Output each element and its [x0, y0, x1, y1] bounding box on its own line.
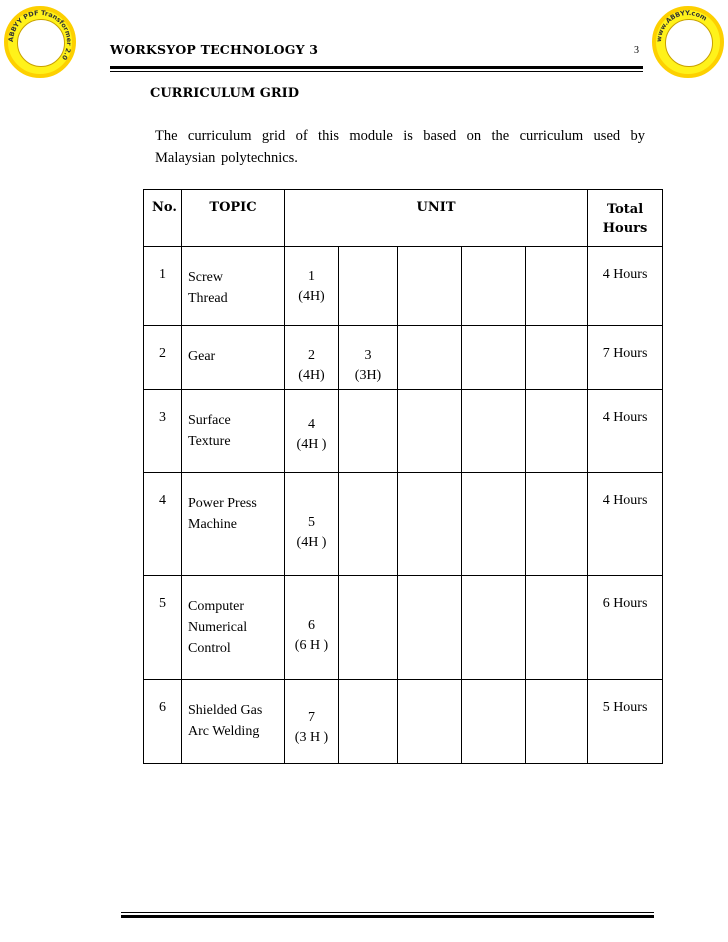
- topic-line: Numerical: [188, 620, 248, 635]
- unit-number: 4: [308, 417, 315, 432]
- unit-hours: (6 H ): [294, 638, 329, 653]
- cell-unit: [462, 326, 526, 390]
- cell-unit: [526, 680, 588, 764]
- unit-number: 1: [308, 269, 315, 284]
- unit-number: 2: [308, 348, 315, 363]
- topic-line: Power Press: [188, 496, 257, 511]
- watermark-text: www.ABBYY.com: [654, 8, 709, 43]
- cell-unit: [526, 473, 588, 576]
- table-row: [144, 473, 663, 576]
- svg-text:ABBYY PDF Transformer 2.0: [7, 9, 73, 62]
- header-total-hours: [588, 190, 663, 247]
- cell-unit: [339, 326, 398, 390]
- unit-hours: (4H): [298, 368, 325, 383]
- cell-total-hours: 4 Hours: [588, 473, 663, 576]
- cell-unit: [526, 326, 588, 390]
- table-row: [144, 576, 663, 680]
- topic-line: Thread: [188, 291, 228, 306]
- cell-no: 2: [144, 326, 182, 390]
- cell-unit: [339, 680, 398, 764]
- header-title: WORKSYOP TECHNOLOGY 3: [110, 42, 319, 57]
- cell-unit: [526, 576, 588, 680]
- topic-line: Surface: [188, 413, 231, 428]
- watermark-badge-right[interactable]: [652, 6, 724, 78]
- svg-text:www.ABBYY.com: [655, 9, 709, 42]
- topic-line: Arc Welding: [188, 724, 260, 739]
- cell-total-hours: 7 Hours: [588, 326, 663, 390]
- header-total-line2: Hours: [602, 221, 648, 236]
- unit-hours: (4H ): [296, 437, 327, 452]
- table-row: [144, 247, 663, 326]
- table-row: [144, 680, 663, 764]
- cell-unit: [285, 576, 339, 680]
- header-rule: [110, 66, 643, 69]
- cell-unit: [398, 576, 462, 680]
- topic-line: Shielded Gas: [188, 703, 263, 718]
- cell-unit: [526, 390, 588, 473]
- unit-number: 3: [364, 348, 372, 363]
- cell-topic: [182, 576, 285, 680]
- unit-hours: (3 H ): [294, 730, 329, 745]
- watermark-ring-icon: [4, 6, 76, 78]
- page-number: 3: [634, 45, 639, 56]
- unit-hours: (4H ): [296, 535, 327, 550]
- cell-no: 4: [144, 473, 182, 576]
- watermark-text: ABBYY PDF Transformer 2.0: [6, 8, 74, 62]
- unit-hours: (3H): [354, 368, 382, 383]
- header-no: No.: [144, 190, 182, 247]
- header-topic: TOPIC: [182, 190, 285, 247]
- cell-topic: [182, 390, 285, 473]
- cell-topic: [182, 326, 285, 390]
- unit-number: 5: [308, 515, 315, 530]
- cell-unit: [398, 247, 462, 326]
- footer-rule: [121, 915, 654, 918]
- curriculum-grid-table: [143, 189, 663, 764]
- table-row: [144, 326, 663, 390]
- cell-unit: [339, 473, 398, 576]
- cell-unit: [526, 247, 588, 326]
- topic-line: Control: [188, 641, 231, 656]
- cell-unit: [285, 473, 339, 576]
- topic-line: Computer: [188, 599, 244, 614]
- header-unit: UNIT: [285, 190, 588, 247]
- topic-line: Gear: [188, 349, 216, 364]
- topic-line: Machine: [188, 517, 237, 532]
- cell-topic: [182, 247, 285, 326]
- cell-no: 3: [144, 390, 182, 473]
- watermark-badge-left[interactable]: [4, 6, 76, 78]
- cell-unit: [285, 326, 339, 390]
- header-rule-thin: [110, 71, 643, 72]
- cell-unit: [398, 680, 462, 764]
- cell-unit: [339, 390, 398, 473]
- table-header-row: [144, 190, 663, 247]
- cell-unit: [462, 680, 526, 764]
- unit-number: 7: [308, 710, 315, 725]
- cell-unit: [398, 326, 462, 390]
- cell-unit: [462, 247, 526, 326]
- cell-unit: [285, 247, 339, 326]
- cell-unit: [339, 247, 398, 326]
- topic-line: Texture: [188, 434, 231, 449]
- cell-unit: [462, 473, 526, 576]
- cell-no: 1: [144, 247, 182, 326]
- cell-total-hours: 6 Hours: [588, 576, 663, 680]
- cell-no: 6: [144, 680, 182, 764]
- cell-unit: [285, 680, 339, 764]
- cell-unit: [398, 473, 462, 576]
- unit-hours: (4H): [298, 289, 325, 304]
- header-total-line1: Total: [606, 202, 644, 217]
- cell-total-hours: 5 Hours: [588, 680, 663, 764]
- table-row: [144, 390, 663, 473]
- watermark-ring-icon: [652, 6, 724, 78]
- cell-unit: [285, 390, 339, 473]
- cell-total-hours: 4 Hours: [588, 390, 663, 473]
- cell-unit: [398, 390, 462, 473]
- unit-number: 6: [308, 618, 315, 633]
- cell-unit: [339, 576, 398, 680]
- cell-unit: [462, 576, 526, 680]
- cell-no: 5: [144, 576, 182, 680]
- cell-total-hours: 4 Hours: [588, 247, 663, 326]
- cell-topic: [182, 680, 285, 764]
- section-title: CURRICULUM GRID: [150, 86, 299, 101]
- footer-rule-thin: [121, 912, 654, 913]
- topic-line: Screw: [188, 270, 223, 285]
- intro-paragraph: The curriculum grid of this module is based on the curriculum used by Malaysian polytechnics.: [155, 128, 645, 166]
- cell-unit: [462, 390, 526, 473]
- cell-topic: [182, 473, 285, 576]
